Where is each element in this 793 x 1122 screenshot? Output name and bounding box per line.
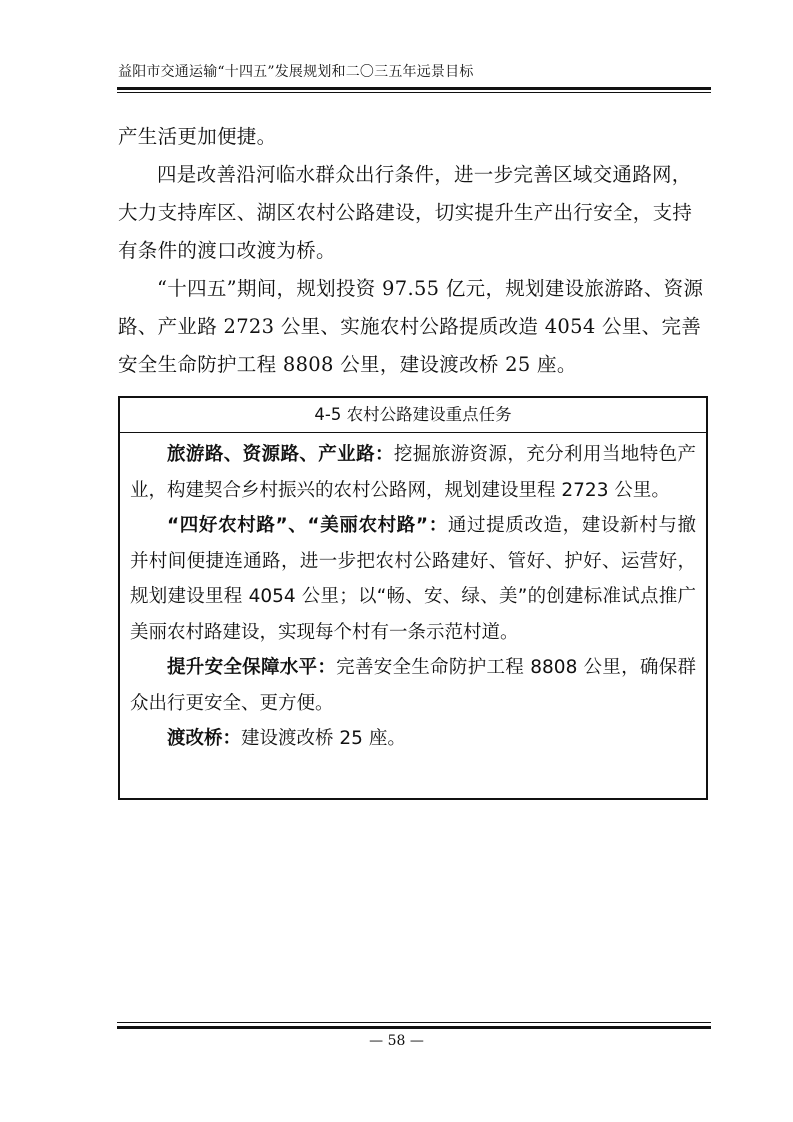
page-number: — 58 —: [369, 1033, 424, 1049]
task-heading: 渡改桥：: [167, 728, 242, 749]
paragraph-2: 四是改善沿河临水群众出行条件，进一步完善区域交通路网，大力支持库区、湖区农村公路建设，切实提升生产出行安全，支持有条件的渡口改渡为桥。: [118, 163, 693, 262]
task-heading: “四好农村路”、“美丽农村路”：: [167, 515, 448, 536]
task-heading: 提升安全保障水平：: [167, 657, 337, 678]
header-rule-thin: [117, 92, 711, 93]
task-text: 完善安全生命防护工程 8808 公里，确保群众出行更安全、更方便。: [130, 657, 696, 714]
task-item-safety: [130, 650, 696, 721]
footer-rule-thin: [117, 1022, 711, 1023]
task-box-title: 4-5 农村公路建设重点任务: [120, 398, 706, 433]
task-item-ferry-to-bridge: [130, 721, 696, 757]
paragraph-1: 产生活更加便捷。: [118, 125, 277, 148]
task-text: 挖掘旅游资源，充分利用当地特色产业，构建契合乡村振兴的农村公路网，规划建设里程 2723 公里。: [130, 444, 696, 501]
task-heading: 旅游路、资源路、产业路：: [167, 444, 394, 465]
task-text: 通过提质改造，建设新村与撤并村间便捷连通路，进一步把农村公路建好、管好、护好、运营好，规划建设里程 4054 公里；以“畅、安、绿、美”的创建标准试点推广美丽农村路建设，实现每个村有一条示范村道。: [130, 515, 696, 643]
paragraph-3: “十四五”期间，规划投资 97.55 亿元，规划建设旅游路、资源路、产业路 2723 公里、实施农村公路提质改造 4054 公里、完善安全生命防护工程 8808 公里，建设渡改桥 25 座。: [118, 277, 704, 376]
header-rule-thick: [117, 87, 711, 90]
task-box: [118, 396, 708, 800]
body-text: [118, 118, 710, 384]
task-item-four-good-roads: [130, 508, 696, 650]
running-header: 益阳市交通运输“十四五”发展规划和二〇三五年远景目标: [118, 64, 474, 80]
task-text: 建设渡改桥 25 座。: [241, 728, 406, 749]
task-box-body: [120, 433, 706, 757]
footer-rule-thick: [117, 1026, 711, 1029]
task-item-tourism-roads: [130, 437, 696, 508]
